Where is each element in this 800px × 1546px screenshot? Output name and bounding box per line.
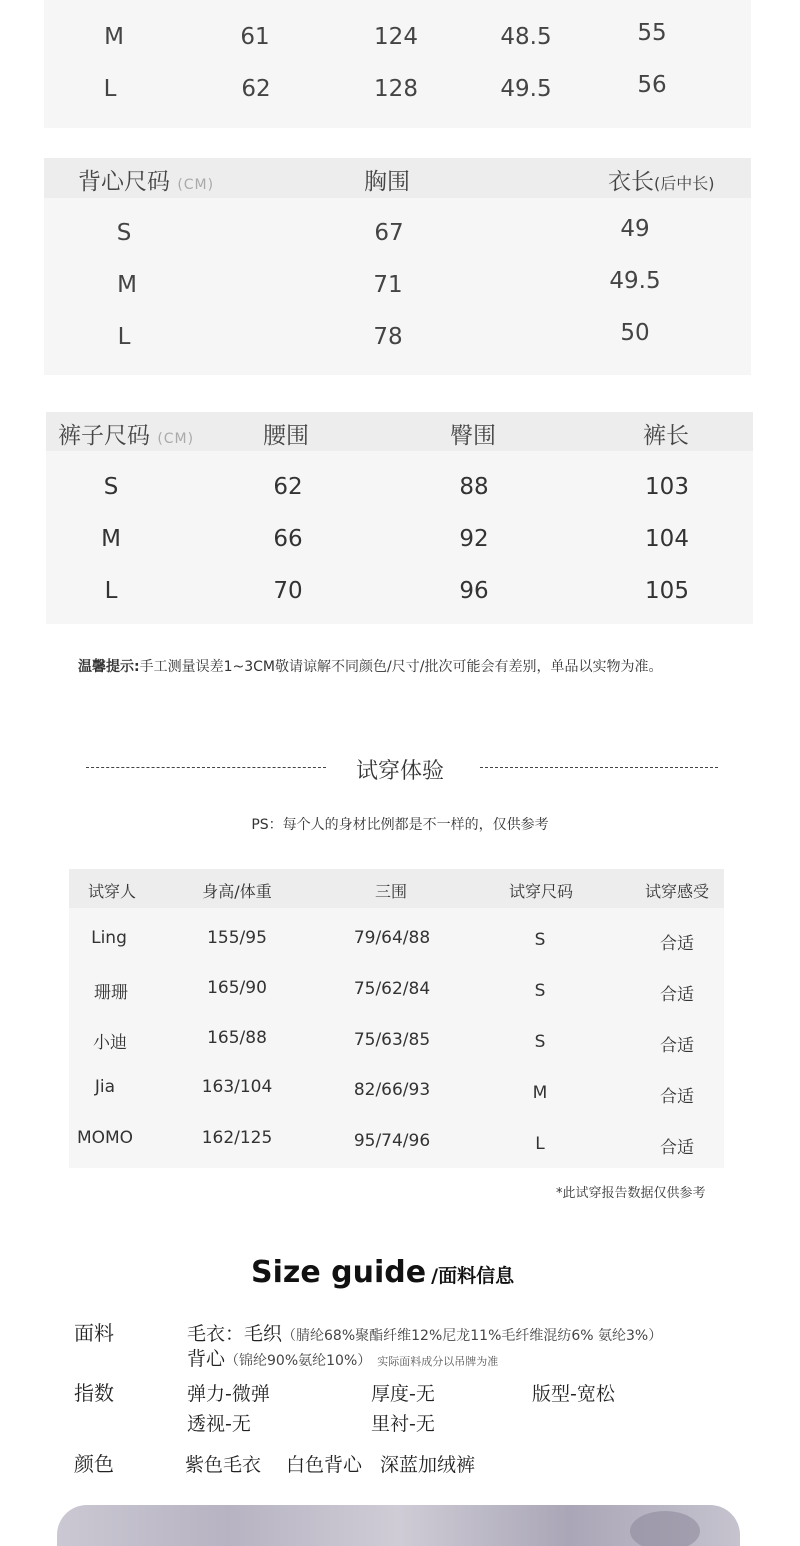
pants-table-header	[46, 412, 753, 451]
tryon-ps-note: PS：每个人的身材比例都是不一样的，仅供参考	[251, 817, 549, 833]
tryon-tester-name: 小迪	[93, 1033, 127, 1053]
tryon-feeling: 合适	[660, 985, 694, 1005]
pants-row-l-size: L	[104, 578, 118, 604]
top-size-table	[44, 0, 751, 128]
length-note: (后中长)	[654, 174, 715, 193]
pants-row-l-value: 96	[459, 578, 489, 604]
tryon-height-weight: 155/95	[207, 928, 267, 948]
tryon-measurements: 82/66/93	[353, 1080, 431, 1100]
tryon-tester-name: 珊珊	[94, 983, 128, 1003]
tryon-size: S	[534, 930, 546, 950]
index-thickness: 厚度-无	[371, 1383, 435, 1405]
pants-table-title: 裤子尺码 (CM)	[58, 423, 195, 449]
color-label: 颜色	[74, 1452, 114, 1476]
top-row-m-value: 48.5	[500, 24, 552, 50]
tryon-feeling: 合适	[660, 1036, 694, 1056]
unit-label: (CM)	[157, 431, 195, 447]
pants-row-m-value: 104	[645, 526, 689, 552]
size-guide-title	[251, 1255, 514, 1290]
tryon-measurements: 75/63/85	[353, 1030, 431, 1050]
pants-row-m-size: M	[101, 526, 121, 552]
tryon-size: S	[534, 981, 546, 1001]
color-pants: 深蓝加绒裤	[380, 1454, 476, 1476]
vest-row-m-chest: 71	[373, 272, 403, 298]
tryon-tester-name: Jia	[94, 1077, 116, 1097]
measurement-notice	[78, 656, 662, 676]
sweater-fabric-main: 毛衣：毛织	[187, 1323, 283, 1345]
vest-row-s-length: 49	[620, 216, 650, 242]
pants-row-s-value: 62	[273, 474, 303, 500]
sweater-fabric	[187, 1319, 662, 1346]
top-row-m-value: 55	[637, 20, 667, 46]
header-hip: 臀围	[450, 423, 496, 449]
unit-label: (CM)	[177, 177, 215, 193]
top-row-m-value: 61	[240, 24, 270, 50]
size-guide-subheading: /面料信息	[431, 1265, 515, 1287]
tryon-height-weight: 165/90	[207, 978, 267, 998]
pants-size-table	[46, 412, 753, 624]
vest-row-m-length: 49.5	[609, 268, 661, 294]
vest-row-m-size: M	[117, 272, 137, 298]
tryon-height-weight: 165/88	[207, 1028, 267, 1048]
tryon-height-weight: 162/125	[201, 1128, 273, 1148]
vest-fabric	[187, 1344, 498, 1371]
pants-row-l-value: 70	[273, 578, 303, 604]
top-row-l-value: 62	[241, 76, 271, 102]
color-vest: 白色背心	[286, 1454, 363, 1476]
top-row-m-value: 124	[374, 24, 418, 50]
fabric-label: 面料	[74, 1321, 114, 1345]
vest-row-s-chest: 67	[374, 220, 404, 246]
top-row-l-value: 49.5	[500, 76, 552, 102]
fabric-tag-note: 实际面料成分以吊牌为准	[377, 1355, 499, 1368]
header-tried-size: 试穿尺码	[508, 882, 574, 901]
pants-row-m-value: 92	[459, 526, 489, 552]
index-transparency: 透视-无	[187, 1413, 251, 1435]
tryon-size: S	[534, 1032, 546, 1052]
header-measurements: 三围	[374, 882, 408, 901]
index-elasticity: 弹力-微弹	[187, 1383, 270, 1405]
header-waist: 腰围	[263, 423, 309, 449]
photo-shadow	[630, 1511, 700, 1546]
tryon-table-header	[69, 869, 724, 908]
tryon-size: M	[532, 1083, 548, 1103]
pants-row-l-value: 105	[645, 578, 689, 604]
notice-text: 手工测量误差1~3CM敬请谅解不同颜色/尺寸/批次可能会有差别，单品以实物为准。	[139, 659, 663, 675]
color-sweater: 紫色毛衣	[185, 1454, 262, 1476]
top-row-l-size: L	[103, 76, 117, 102]
size-guide-heading: Size guide	[251, 1255, 427, 1290]
header-height-weight: 身高/体重	[202, 882, 272, 901]
vest-row-l-chest: 78	[373, 324, 403, 350]
vest-row-l-length: 50	[620, 320, 650, 346]
product-photo	[57, 1505, 740, 1546]
vest-table-title: 背心尺码 (CM)	[78, 169, 215, 195]
header-length: 衣长(后中长)	[608, 169, 715, 195]
title-divider-right	[480, 767, 718, 768]
index-fit: 版型-宽松	[532, 1383, 615, 1405]
vest-row-l-size: L	[117, 324, 131, 350]
header-pants-length: 裤长	[643, 423, 689, 449]
tryon-height-weight: 163/104	[201, 1077, 273, 1097]
header-feeling: 试穿感受	[644, 882, 710, 901]
sweater-fabric-detail: （腈纶68%聚酯纤维12%尼龙11%毛纤维混纺6% 氨纶3%）	[282, 1328, 663, 1344]
tryon-measurements: 75/62/84	[353, 979, 431, 999]
tryon-measurements: 95/74/96	[353, 1131, 431, 1151]
tryon-section-title: 试穿体验	[355, 759, 444, 784]
vest-table-header	[44, 158, 751, 198]
header-tester: 试穿人	[87, 882, 137, 901]
vest-fabric-detail: （锦纶90%氨纶10%）	[225, 1353, 372, 1369]
index-label: 指数	[74, 1381, 114, 1405]
notice-label: 温馨提示:	[78, 659, 140, 675]
header-chest: 胸围	[364, 169, 410, 195]
tryon-feeling: 合适	[660, 934, 694, 954]
pants-row-s-value: 103	[645, 474, 689, 500]
pants-row-s-size: S	[103, 474, 119, 500]
top-row-l-value: 56	[637, 72, 667, 98]
tryon-tester-name: MOMO	[76, 1128, 134, 1148]
vest-row-s-size: S	[116, 220, 132, 246]
top-row-l-value: 128	[374, 76, 418, 102]
pants-row-s-value: 88	[459, 474, 489, 500]
tryon-measurements: 79/64/88	[353, 928, 431, 948]
tryon-footnote: *此试穿报告数据仅供参考	[556, 1186, 706, 1201]
tryon-feeling: 合适	[660, 1087, 694, 1107]
index-lining: 里衬-无	[371, 1413, 435, 1435]
tryon-tester-name: Ling	[91, 928, 127, 948]
pants-row-m-value: 66	[273, 526, 303, 552]
tryon-size: L	[535, 1134, 545, 1154]
tryon-feeling: 合适	[660, 1138, 694, 1158]
vest-size-table	[44, 158, 751, 375]
vest-fabric-main: 背心	[187, 1348, 226, 1370]
tryon-table	[69, 869, 724, 1168]
top-row-m-size: M	[104, 24, 124, 50]
